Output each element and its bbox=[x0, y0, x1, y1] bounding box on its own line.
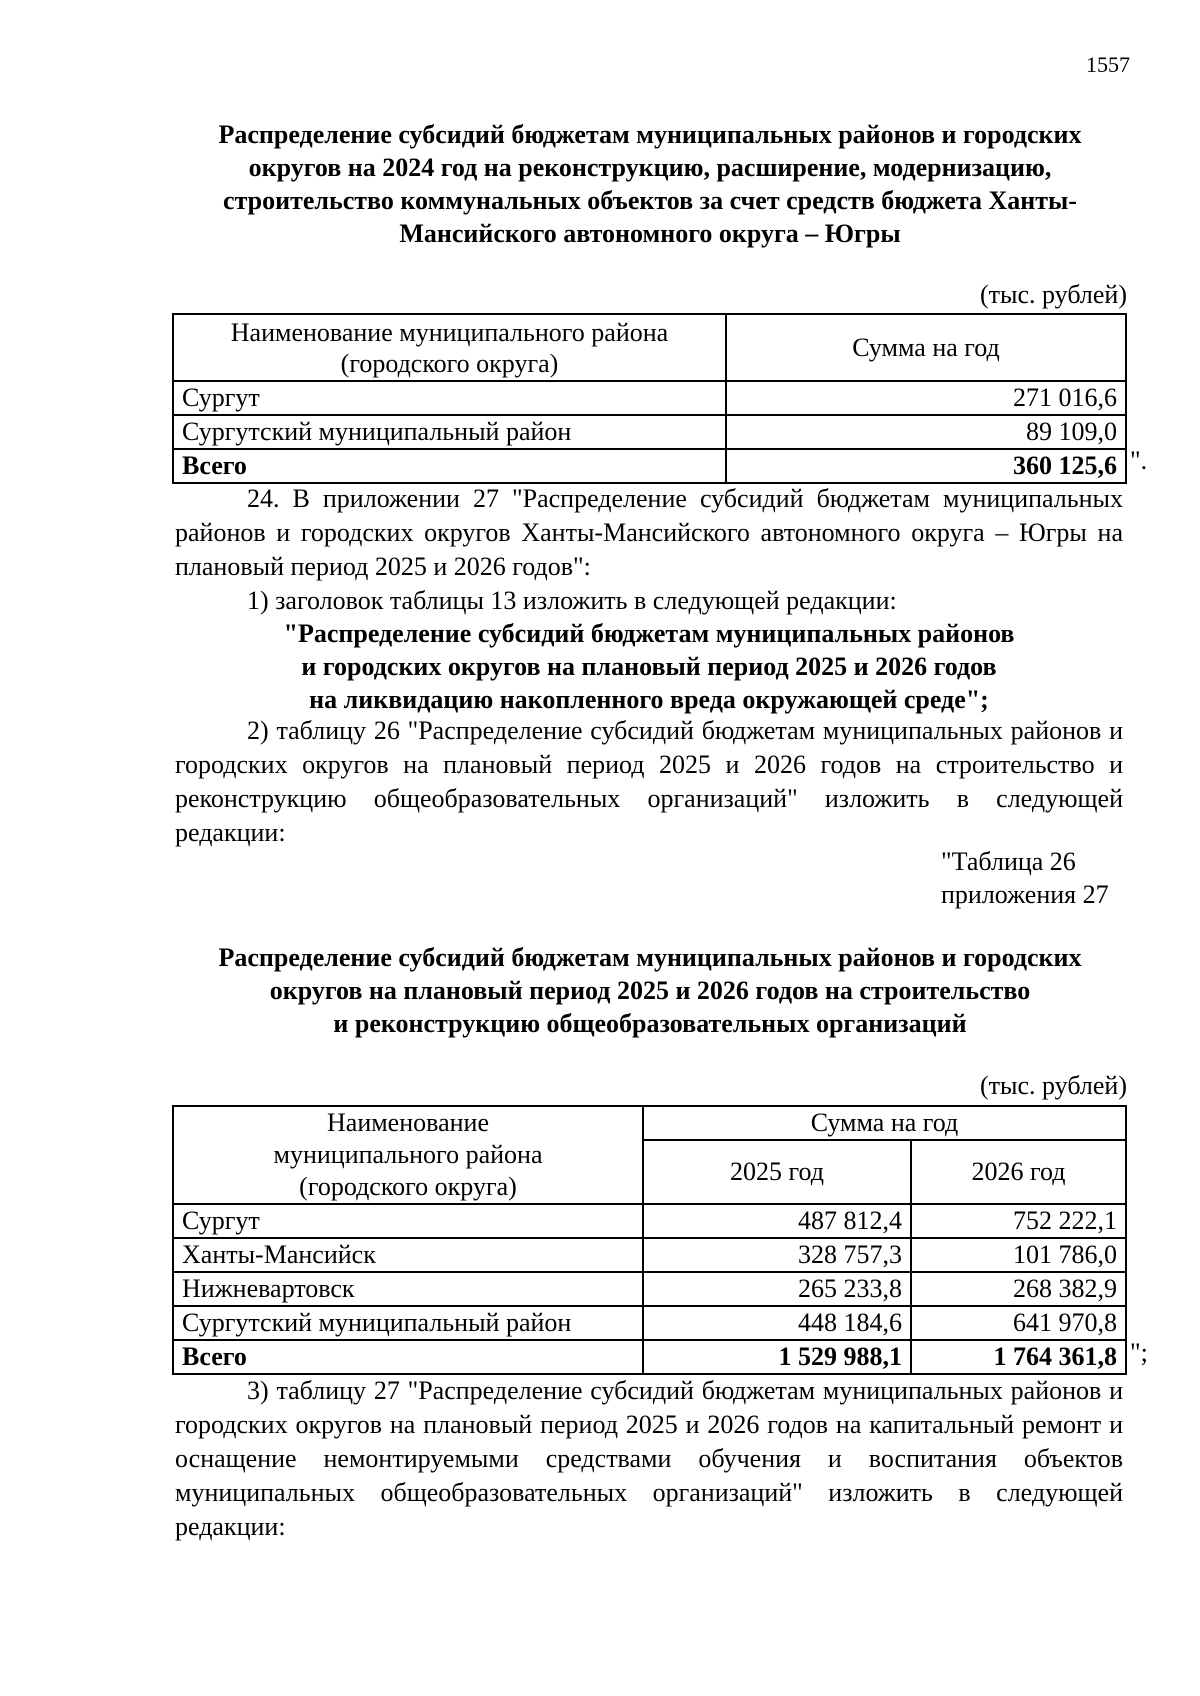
total-label: Всего bbox=[173, 449, 726, 483]
table-row bbox=[173, 1204, 1126, 1238]
table-ref-line: "Таблица 26 bbox=[941, 847, 1076, 876]
title-line: Распределение субсидий бюджетам муниципальных районов и городских bbox=[218, 943, 1082, 972]
row-name: Сургут bbox=[173, 381, 726, 415]
row-2025: 265 233,8 bbox=[643, 1272, 911, 1306]
paragraph-24: 24. В приложении 27 "Распределение субсидий бюджетам муниципальных районов и городских округов Ханты-Мансийского автономного округа – Югры на плановый период 2025 и 2026 годов": bbox=[175, 484, 1123, 581]
table-row bbox=[173, 381, 1126, 415]
row-name: Ханты-Мансийск bbox=[173, 1238, 643, 1272]
table1 bbox=[172, 313, 1127, 484]
row-2026: 101 786,0 bbox=[911, 1238, 1126, 1272]
header-2025: 2025 год bbox=[643, 1140, 911, 1204]
table-reference bbox=[941, 845, 1123, 911]
table-row bbox=[173, 1306, 1126, 1340]
item-2: 2) таблицу 26 "Распределение субсидий бюджетам муниципальных районов и городских округов на плановый период 2025 и 2026 годов на строительство и реконструкцию общеобразовательных организаций" изложить в следующей редакции: bbox=[175, 716, 1123, 847]
total-2025: 1 529 988,1 bbox=[643, 1340, 911, 1374]
table-row bbox=[173, 1272, 1126, 1306]
page-number: 1557 bbox=[1086, 52, 1130, 77]
row-2026: 268 382,9 bbox=[911, 1272, 1126, 1306]
header-sum: Сумма на год bbox=[643, 1106, 1126, 1140]
table2 bbox=[172, 1105, 1127, 1375]
row-2025: 487 812,4 bbox=[643, 1204, 911, 1238]
table2-title bbox=[160, 941, 1140, 1040]
item-3: 3) таблицу 27 "Распределение субсидий бюджетам муниципальных районов и городских округов на плановый период 2025 и 2026 годов на капитальный ремонт и оснащение немонтируемыми средствами обучения и воспитания объектов муниципальных общеобразовательных организаций" изложить в следующей редакции: bbox=[175, 1376, 1123, 1541]
total-2026: 1 764 361,8 bbox=[911, 1340, 1126, 1374]
title-line: Мансийского автономного округа – Югры bbox=[399, 219, 901, 248]
total-row bbox=[173, 1340, 1126, 1374]
closing-quote: "; bbox=[1130, 1338, 1148, 1367]
total-sum: 360 125,6 bbox=[726, 449, 1126, 483]
title-line: Распределение субсидий бюджетам муниципальных районов и городских bbox=[218, 120, 1082, 149]
total-label: Всего bbox=[173, 1340, 643, 1374]
table-ref-line: приложения 27 bbox=[941, 880, 1109, 909]
item-1: 1) заголовок таблицы 13 изложить в следующей редакции: bbox=[247, 586, 897, 615]
table-row bbox=[173, 1238, 1126, 1272]
table-row bbox=[173, 415, 1126, 449]
table1-unit: (тыс. рублей) bbox=[979, 280, 1127, 309]
header-sum: Сумма на год bbox=[726, 314, 1126, 381]
title-line: округов на 2024 год на реконструкцию, расширение, модернизацию, bbox=[248, 153, 1052, 182]
row-name: Сургутский муниципальный район bbox=[173, 1306, 643, 1340]
title-line: округов на плановый период 2025 и 2026 годов на строительство bbox=[269, 976, 1031, 1005]
title-line: "Распределение субсидий бюджетам муниципальных районов bbox=[283, 619, 1015, 648]
total-row bbox=[173, 449, 1126, 483]
item-1-new-title bbox=[175, 617, 1123, 716]
closing-quote: ". bbox=[1130, 446, 1148, 475]
header-name: Наименование муниципального района (городского округа) bbox=[173, 314, 726, 381]
title-line: строительство коммунальных объектов за счет средств бюджета Ханты- bbox=[223, 186, 1077, 215]
row-2026: 752 222,1 bbox=[911, 1204, 1126, 1238]
header-2026: 2026 год bbox=[911, 1140, 1126, 1204]
title-line: и городских округов на плановый период 2025 и 2026 годов bbox=[301, 652, 997, 681]
row-sum: 89 109,0 bbox=[726, 415, 1126, 449]
row-2026: 641 970,8 bbox=[911, 1306, 1126, 1340]
row-name: Сургут bbox=[173, 1204, 643, 1238]
table2-unit: (тыс. рублей) bbox=[979, 1071, 1127, 1100]
title-line: и реконструкцию общеобразовательных организаций bbox=[333, 1009, 967, 1038]
row-name: Нижневартовск bbox=[173, 1272, 643, 1306]
table1-title bbox=[160, 118, 1140, 250]
header-name: Наименование муниципального района (городского округа) bbox=[173, 1106, 643, 1204]
row-name: Сургутский муниципальный район bbox=[173, 415, 726, 449]
title-line: на ликвидацию накопленного вреда окружающей среде"; bbox=[309, 685, 989, 714]
row-sum: 271 016,6 bbox=[726, 381, 1126, 415]
row-2025: 328 757,3 bbox=[643, 1238, 911, 1272]
row-2025: 448 184,6 bbox=[643, 1306, 911, 1340]
